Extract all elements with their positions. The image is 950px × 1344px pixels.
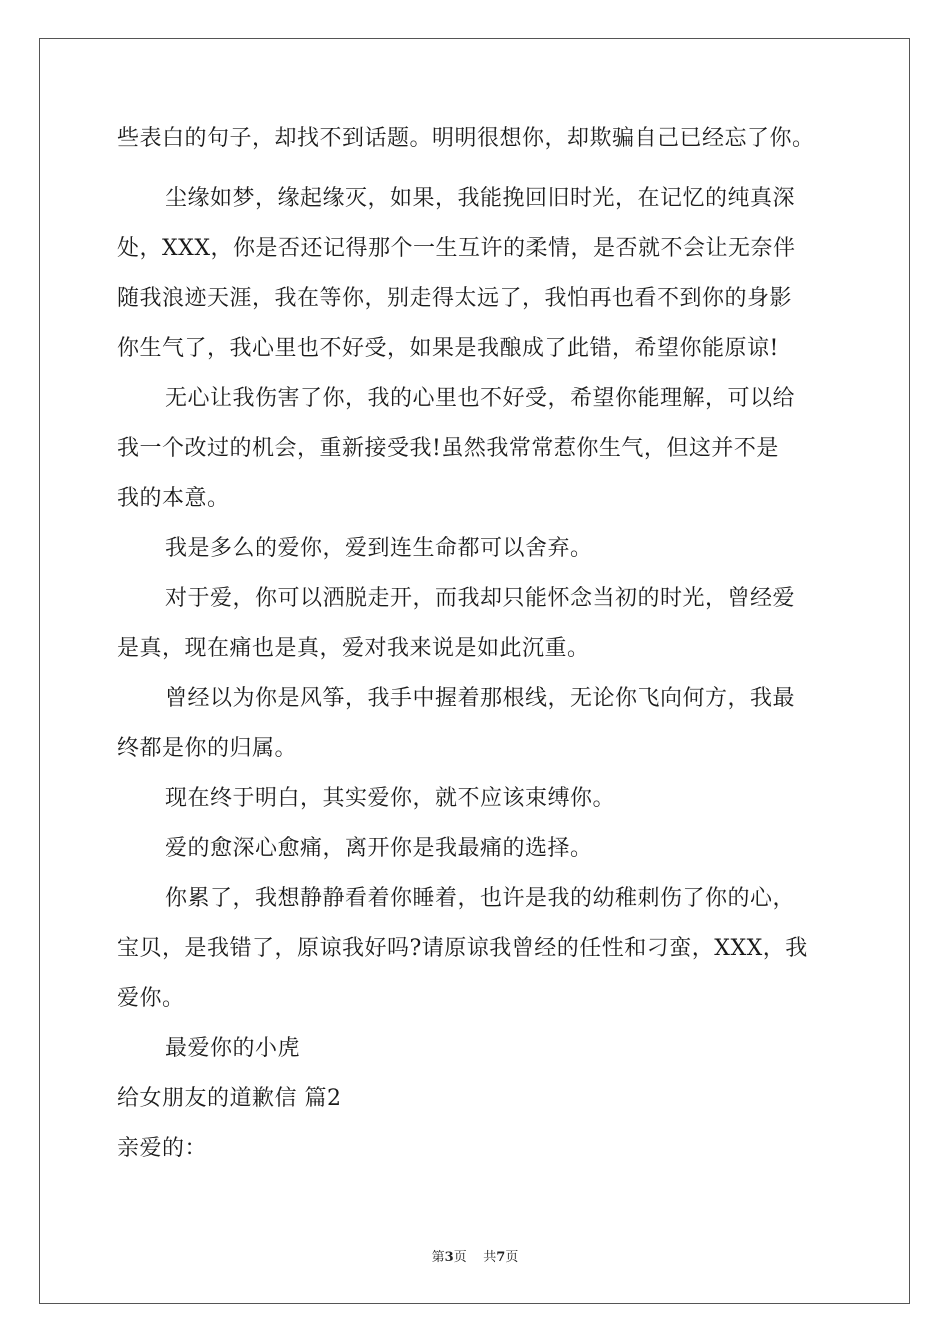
page-number: 3 [444,1250,454,1265]
text-line: 无心让我伤害了你，我的心里也不好受，希望你能理解，可以给 [165,386,796,411]
page-prefix: 第 [431,1250,445,1265]
text-line: 终都是你的归属。 [117,736,298,761]
text-line: 宝贝，是我错了，原谅我好吗?请原谅我曾经的任性和刁蛮，XXX，我 [117,936,808,961]
text-line: 爱的愈深心愈痛，离开你是我最痛的选择。 [165,836,593,861]
total-suffix: 页 [505,1250,519,1265]
page-border [39,38,910,1304]
salutation-line: 亲爱的： [117,1136,208,1161]
text-line: 处，XXX，你是否还记得那个一生互许的柔情，是否就不会让无奈伴 [117,236,796,261]
page-footer [0,1246,950,1265]
total-pages: 7 [496,1250,506,1265]
total-prefix: 共 [483,1250,497,1265]
text-line: 我是多么的爱你，爱到连生命都可以舍弃。 [165,536,593,561]
text-line: 我一个改过的机会，重新接受我!虽然我常常惹你生气，但这并不是 [117,436,779,461]
text-line: 你生气了，我心里也不好受，如果是我酿成了此错，希望你能原谅! [117,336,779,361]
text-line: 现在终于明白，其实爱你，就不应该束缚你。 [165,786,616,811]
signature-line: 最爱你的小虎 [165,1036,301,1061]
text-line: 对于爱，你可以洒脱走开，而我却只能怀念当初的时光，曾经爱 [165,586,796,611]
text-line: 尘缘如梦，缘起缘灭，如果，我能挽回旧时光，在记忆的纯真深 [165,186,796,211]
text-line: 些表白的句子，却找不到话题。明明很想你，却欺骗自己已经忘了你。 [117,126,815,151]
text-line: 我的本意。 [117,486,230,511]
page-suffix: 页 [453,1250,467,1265]
text-line: 爱你。 [117,986,185,1011]
text-line: 曾经以为你是风筝，我手中握着那根线，无论你飞向何方，我最 [165,686,796,711]
section-heading: 给女朋友的道歉信 篇2 [117,1086,342,1111]
text-line: 你累了，我想静静看着你睡着，也许是我的幼稚刺伤了你的心， [165,886,796,911]
text-line: 是真，现在痛也是真，爱对我来说是如此沉重。 [117,636,590,661]
text-line: 随我浪迹天涯，我在等你，别走得太远了，我怕再也看不到你的身影 [117,286,793,311]
